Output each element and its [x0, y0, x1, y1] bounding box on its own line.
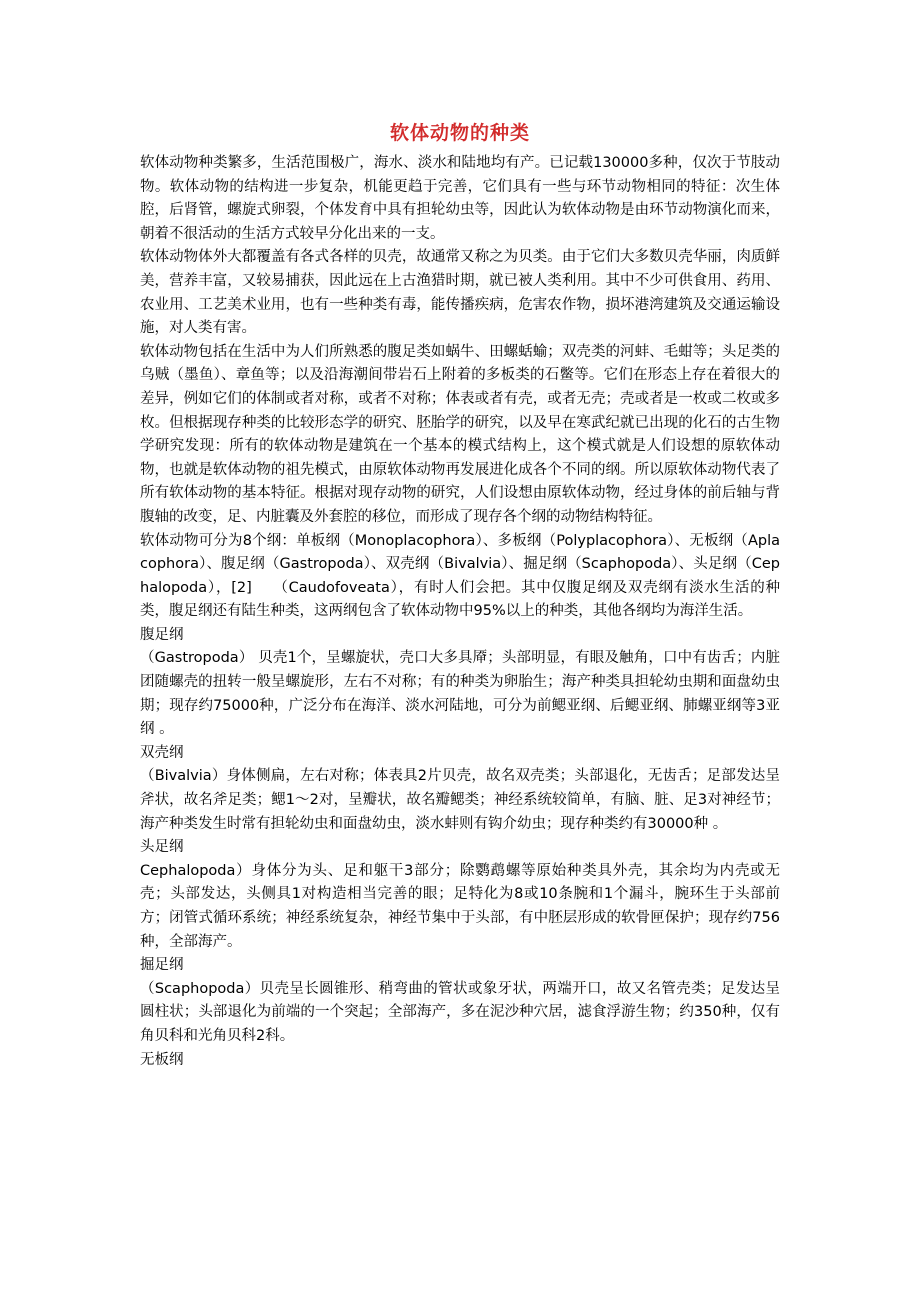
document-title: 软体动物的种类	[389, 122, 530, 144]
section-text: （Scaphopoda）贝壳呈长圆锥形、稍弯曲的管状或象牙状，两端开口，故又名管壳类；足发达呈圆柱状；头部退化为前端的一个突起；全部海产，多在泥沙种穴居，滤食浮游生物；约350种，仅有角贝科和光角贝科2科。	[140, 980, 780, 1044]
section-aplacophora	[140, 1049, 780, 1073]
section-text: （Bivalvia）身体侧扁，左右对称；体表具2片贝壳，故名双壳类；头部退化，无齿舌；足部发达呈斧状，故名斧足类；鳃1～2对，呈瓣状，故名瓣鳃类；神经系统较简单，有脑、脏、足3对神经节；海产种类发生时常有担轮幼虫和面盘幼虫，淡水蚌则有钩介幼虫；现存种类约有30000种 。	[140, 768, 780, 832]
intro-paragraph-4: 软体动物可分为8个纲：单板纲（Monoplacophora）、多板纲（Polyplacophora）、无板纲（Aplacophora）、腹足纲（Gastropoda）、双壳纲（Bivalvia）、掘足纲（Scaphopoda）、头足纲（Cephalopoda），[2] （Caudofoveata），有时人们会把。其中仅腹足纲及双壳纲有淡水生活的种类，腹足纲还有陆生种类，这两纲包含了软体动物中95%以上的种类，其他各纲均为海洋生活。	[140, 532, 780, 620]
section-heading: 双壳纲	[140, 744, 184, 761]
section-heading: 无板纲	[140, 1051, 184, 1068]
section-heading: 头足纲	[140, 839, 184, 856]
intro-paragraph-3: 软体动物包括在生活中为人们所熟悉的腹足类如蜗牛、田螺蛞蝓；双壳类的河蚌、毛蚶等；头足类的乌贼（墨鱼）、章鱼等；以及沿海潮间带岩石上附着的多板类的石鳖等。它们在形态上存在着很大的差异，例如它们的体制或者对称，或者不对称；体表或者有壳，或者无壳；壳或者是一枚或二枚或多枚。但根据现存种类的比较形态学的研究、胚胎学的研究，以及早在寒武纪就已出现的化石的古生物学研究发现：所有的软体动物是建筑在一个基本的模式结构上，这个模式就是人们设想的原软体动物，也就是软体动物的祖先模式，由原软体动物再发展进化成各个不同的纲。所以原软体动物代表了所有软体动物的基本特征。根据对现存动物的研究，人们设想由原软体动物，经过身体的前后轴与背腹轴的改变，足、内脏囊及外套腔的移位，而形成了现存各个纲的动物结构特征。	[140, 343, 780, 525]
section-text: （Gastropoda） 贝壳1个，呈螺旋状，壳口大多具厣；头部明显，有眼及触角，口中有齿舌；内脏团随螺壳的扭转一般呈螺旋形，左右不对称；有的种类为卵胎生；海产种类具担轮幼虫期和面盘幼虫期；现存约75000种，广泛分布在海洋、淡水河陆地，可分为前鳃亚纲、后鳃亚纲、肺螺亚纲等3亚纲 。	[140, 650, 780, 738]
intro-paragraph-2: 软体动物体外大都覆盖有各式各样的贝壳，故通常又称之为贝类。由于它们大多数贝壳华丽，肉质鲜美，营养丰富，又较易捕获，因此远在上古渔猎时期，就已被人类利用。其中不少可供食用、药用、农业用、工艺美术业用，也有一些种类有毒，能传播疾病，危害农作物，损坏港湾建筑及交通运输设施，对人类有害。	[140, 249, 780, 337]
document-page	[140, 120, 780, 1072]
section-gastropoda	[140, 624, 780, 742]
section-heading: 掘足纲	[140, 957, 184, 974]
section-cephalopoda	[140, 836, 780, 954]
intro-paragraph-1: 软体动物种类繁多，生活范围极广，海水、淡水和陆地均有产。已记载130000多种，仅次于节肢动物。软体动物的结构进一步复杂，机能更趋于完善，它们具有一些与环节动物相同的特征：次生体腔，后肾管，螺旋式卵裂，个体发育中具有担轮幼虫等，因此认为软体动物是由环节动物演化而来，朝着不很活动的生活方式较早分化出来的一支。	[140, 155, 780, 242]
section-bivalvia	[140, 742, 780, 836]
section-scaphopoda	[140, 954, 780, 1048]
section-text: Cephalopoda）身体分为头、足和躯干3部分；除鹦鹉螺等原始种类具外壳，其余均为内壳或无壳；头部发达，头侧具1对构造相当完善的眼；足特化为8或10条腕和1个漏斗，腕环生于头部前方；闭管式循环系统；神经系统复杂，神经节集中于头部，有中胚层形成的软骨匣保护；现存约756种，全部海产。	[140, 862, 780, 950]
section-heading: 腹足纲	[140, 626, 184, 643]
